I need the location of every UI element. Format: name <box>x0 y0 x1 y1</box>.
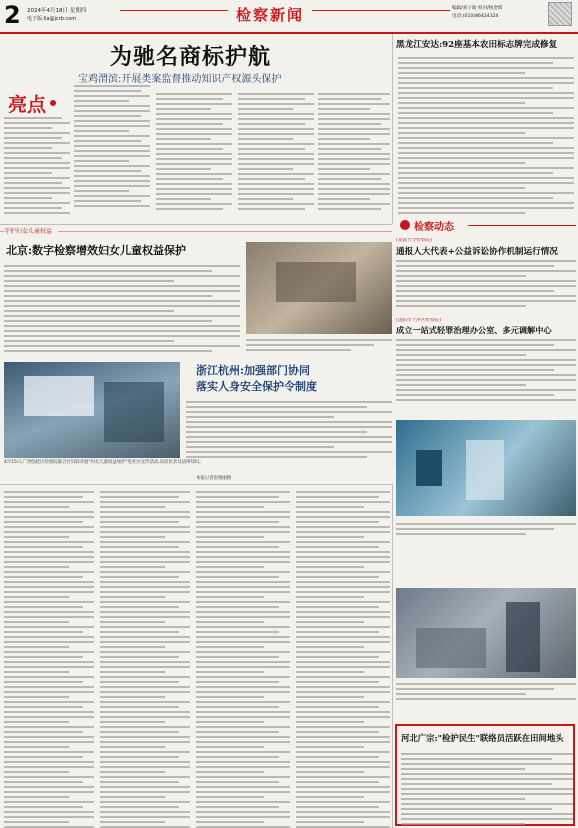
main-body-col1 <box>4 114 70 217</box>
photo-display-screen <box>24 376 94 416</box>
issue-email: 电子版:lla@jcrb.com <box>27 16 77 22</box>
flower-icon <box>400 220 410 230</box>
right-lower-photo-caption <box>396 680 576 703</box>
dongtai-photo-caption <box>396 520 576 538</box>
highlight-badge: 亮点 <box>8 94 47 116</box>
right-top-body <box>398 54 574 217</box>
beijing-photo-credit: 本报记者崔晓丽摄 <box>196 476 232 481</box>
section-title: 检察新闻 <box>228 4 312 25</box>
dongtai-title-bar <box>396 218 576 232</box>
beijing-kicker: 守护妇女儿童权益 <box>4 226 58 235</box>
issue-date: 2024年4月18日 星期四 <box>27 8 87 14</box>
main-subhead: 宝鸡渭滨:开展类案监督推动知识产权源头保护 <box>78 74 282 85</box>
dongtai-item-2 <box>396 318 576 404</box>
main-body-col2 <box>74 82 150 210</box>
main-body-col4 <box>238 90 314 213</box>
beijing-photo-caption: 4月15日,广西临桂区检察院联合区妇联开展"妇女儿童权益保护"进社区宣传活动,向居民普及法律知识。 <box>4 460 204 465</box>
zhejiang-subhead: 落实人身安全保护令制度 <box>196 380 317 393</box>
dongtai-item-2-headline: 成立一站式轻罪治理办公室、多元调解中心 <box>396 325 552 336</box>
logo-seal-icon <box>548 2 572 26</box>
jiancha-dongtai-section <box>396 218 576 583</box>
beijing-kicker-bar <box>0 226 392 238</box>
dongtai-item-2-tag: [沈阳市于洪区检察院] <box>396 318 441 323</box>
dongtai-item-1-body <box>396 260 576 307</box>
main-body-col5 <box>318 90 390 213</box>
beijing-body <box>4 262 240 355</box>
hebei-headline: 河北广宗:"检护民生"联络员活跃在田间地头 <box>401 733 564 743</box>
zhejiang-headline: 浙江杭州:加强部门协同 <box>196 364 311 377</box>
masthead <box>0 0 578 32</box>
zhejiang-body <box>186 398 392 461</box>
right-top-article <box>396 36 576 216</box>
beijing-headline: 北京:数字检察增效妇女儿童权益保护 <box>6 244 187 257</box>
beijing-side-caption <box>246 336 392 354</box>
dongtai-title: 检察动态 <box>414 222 454 233</box>
hebei-article-box[interactable] <box>395 724 575 826</box>
editor-credit: 编辑/刘子旸 校对/杨金辉 <box>452 6 503 11</box>
dongtai-item-1-headline: 通报人大代表+公益诉讼协作机制运行情况 <box>396 247 558 258</box>
right-lower-photo <box>396 588 576 678</box>
page-number: 2 <box>4 1 21 29</box>
dongtai-photo <box>396 420 576 516</box>
dongtai-item-1 <box>396 238 576 310</box>
beijing-side-photo <box>246 242 392 334</box>
main-article <box>0 34 392 222</box>
dongtai-item-2-body <box>396 339 576 401</box>
badge-dot-icon <box>50 100 56 106</box>
main-headline: 为驰名商标护航 <box>110 44 272 70</box>
main-body-col3 <box>156 90 232 213</box>
lower-left-article <box>0 488 392 828</box>
editor-phone: 电话:(010)86424324 <box>452 14 499 19</box>
hebei-body <box>401 750 573 828</box>
right-top-headline: 黑龙江安达:92座基本农田标志牌完成修复 <box>396 40 558 50</box>
beijing-main-photo <box>4 362 180 458</box>
dongtai-item-1-tag: [基础大令检察院] <box>396 238 432 243</box>
